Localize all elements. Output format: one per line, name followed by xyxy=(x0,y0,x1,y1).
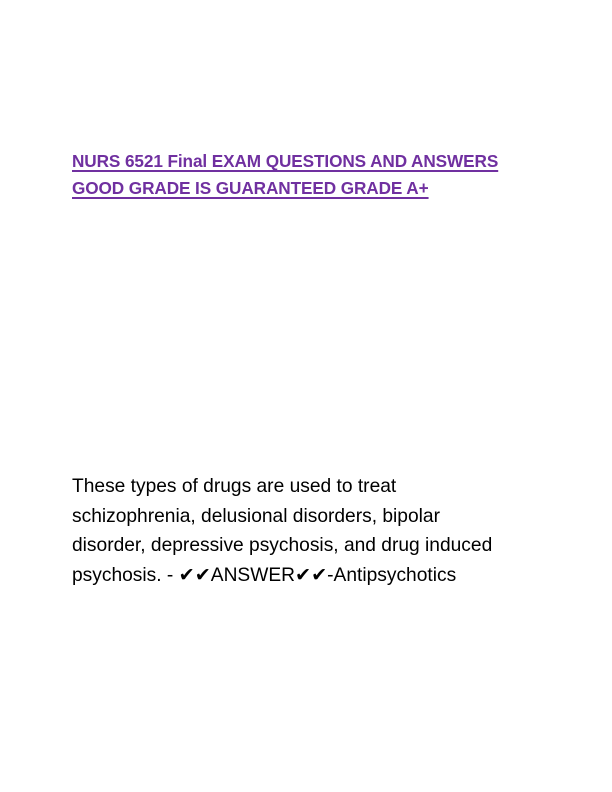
question-line-4-with-answer: psychosis. - ✔✔ANSWER✔✔-Antipsychotics xyxy=(72,564,457,586)
title-line-1: NURS 6521 Final EXAM QUESTIONS AND ANSWERS xyxy=(72,151,499,171)
question-line-1: These types of drugs are used to treat xyxy=(72,476,397,497)
question-line-3: disorder, depressive psychosis, and drug induced xyxy=(72,535,493,556)
question-line-2: schizophrenia, delusional disorders, bipolar xyxy=(72,505,440,527)
question-answer-block xyxy=(72,472,542,590)
title-line-2: GOOD GRADE IS GUARANTEED GRADE A+ xyxy=(72,178,429,198)
document-title xyxy=(72,148,542,202)
